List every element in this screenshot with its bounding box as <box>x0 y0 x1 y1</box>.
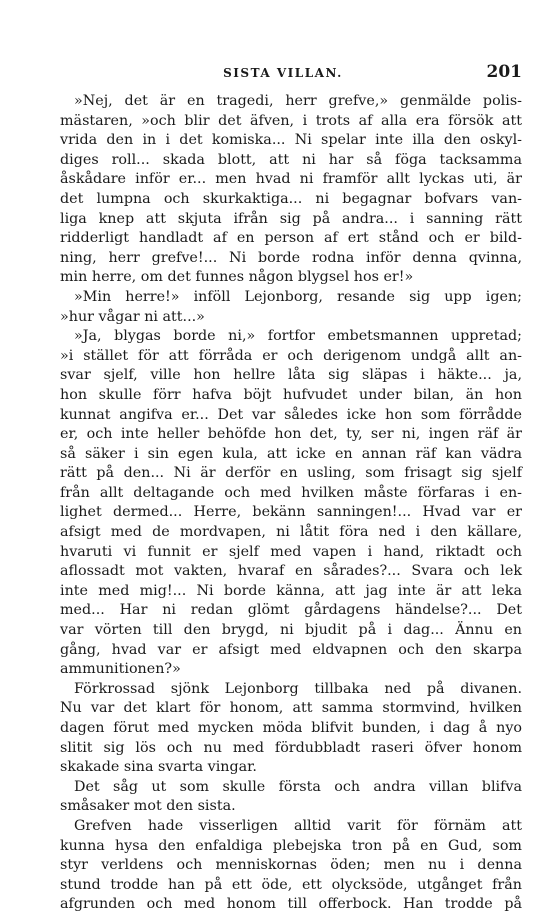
text-line: Grefven hade visserligen alltid varit för förnäm att <box>74 817 522 834</box>
text-line: svar sjelf, ville hon hellre låta sig släpas i häkte... ja, <box>60 367 522 384</box>
text-line: dagen förut med mycken möda blifvit bunden, i dag å nyo <box>60 720 522 736</box>
text-line: ridderligt handladt af en person af ert stånd och er bild- <box>60 230 522 247</box>
text-line: ammunitionen?» <box>60 661 181 678</box>
text-line: min herre, om det funnes någon blygsel hos er!» <box>60 269 414 286</box>
text-line: så säker i sin egen kula, att icke en annan räf kan vädra <box>60 445 522 462</box>
text-line: skakade sina svarta vingar. <box>60 759 257 776</box>
text-line: »Ja, blygas borde ni,» fortfor embetsmannen uppretad; <box>74 328 522 345</box>
text-line: afsigt med de mordvapen, ni låtit föra ned i den källare, <box>60 524 522 541</box>
text-line: »Nej, det är en tragedi, herr grefve,» genmälde polis- <box>74 93 522 109</box>
text-line: lighet dermed... Herre, bekänn sanningen!... Hvad var er <box>60 504 522 521</box>
text-line: var vörten till den brygd, ni bjudit på i dag... Ännu en <box>60 622 522 639</box>
text-line: Förkrossad sjönk Lejonborg tillbaka ned på divanen. <box>74 680 522 697</box>
text-line: slitit sig lös och nu med fördubbladt raseri öfver honom <box>60 739 522 756</box>
text-line: småsaker mot den sista. <box>60 798 236 815</box>
page-header <box>44 62 522 86</box>
text-line: hvaruti vi funnit er sjelf med vapen i hand, riktadt och <box>60 543 522 560</box>
text-line: diges roll... skada blott, att ni har så föga tacksamma <box>60 151 522 168</box>
text-line: styr verldens och menniskornas öden; men nu i denna <box>60 857 522 874</box>
running-title: SISTA VILLAN. <box>223 66 343 80</box>
text-line: rätt på den... Ni är derför en usling, som frisagt sig sjelf <box>60 465 522 482</box>
text-line: det lumpna och skurkaktiga... ni begagnar bofvars van- <box>60 190 522 207</box>
text-line: åskådare inför er... men hvad ni framför allt lyckas uti, är <box>60 171 522 188</box>
text-line: hon skulle förr hafva böjt hufvudet under bilan, än hon <box>60 386 522 403</box>
text-line: Nu var det klart för honom, att samma stormvind, hvilken <box>60 700 522 717</box>
text-line: »hur vågar ni att...» <box>60 308 205 325</box>
body-text <box>60 92 522 915</box>
text-line: liga knep att skjuta ifrån sig på andra... i sanning rätt <box>60 210 522 227</box>
text-line: vrida den in i det komiska... Ni spelar inte illa den oskyl- <box>60 132 522 149</box>
text-line: från allt deltagande och med hvilken måste förfaras i en- <box>60 484 522 501</box>
text-line: kunna hysa den enfaldiga plebejska tron på en Gud, som <box>60 837 522 854</box>
text-line: »i stället för att förråda er och derigenom undgå allt an- <box>60 347 522 364</box>
text-line: inte med mig!... Ni borde känna, att jag inte är att leka <box>60 582 522 599</box>
text-line: kunnat angifva er... Det var således icke hon som förrådde <box>60 406 522 423</box>
text-line: gång, hvad var er afsigt med eldvapnen och den skarpa <box>60 641 522 658</box>
text-line: mästaren, »och blir det äfven, i trots af alla era försök att <box>60 112 522 129</box>
text-line: er, och inte heller behöfde hon det, ty, ser ni, ingen räf är <box>60 426 522 443</box>
text-line: stund trodde han på ett öde, ett olycksöde, utgånget från <box>60 876 522 893</box>
page-number: 201 <box>486 62 522 82</box>
text-line: Det såg ut som skulle första och andra villan blifva <box>74 778 522 795</box>
text-line: med... Har ni redan glömt gårdagens händelse?... Det <box>60 602 522 619</box>
text-line: ning, herr grefve!... Ni borde rodna inför denna qvinna, <box>60 249 522 266</box>
text-line: »Min herre!» inföll Lejonborg, resande sig upp igen; <box>74 288 522 305</box>
text-line: aflossadt mot vakten, hvaraf en sårades?... Svara och lek <box>60 563 522 580</box>
text-line: afgrunden och med honom till offerbock. Han trodde på <box>60 896 522 913</box>
